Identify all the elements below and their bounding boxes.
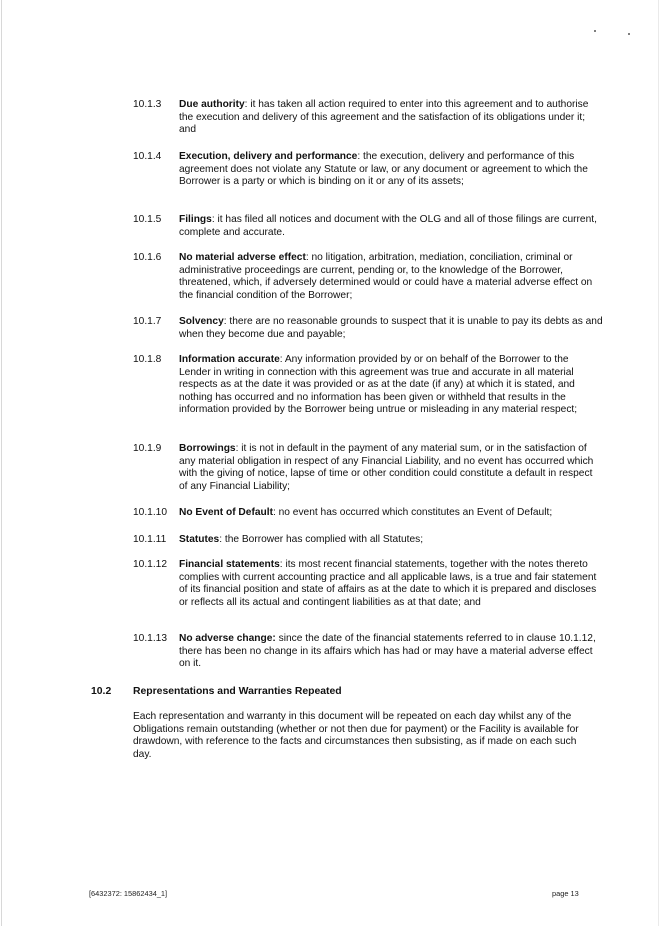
clause-number: 10.1.8: [133, 354, 162, 365]
section-number: 10.2: [91, 686, 112, 697]
clause-title: No adverse change:: [179, 633, 276, 644]
clause-title: Information accurate: [179, 354, 280, 365]
clause-number: 10.1.5: [133, 214, 162, 225]
clause-number: 10.1.4: [133, 151, 162, 162]
clause-text: : no event has occurred which constitutes an Event of Default;: [272, 507, 553, 518]
clause-title: No Event of Default: [179, 507, 273, 518]
clause-text: : it has filed all notices and document with the OLG and all of those filings are current, complete and accurate.: [179, 214, 597, 238]
document-reference: [6432372: 15862434_1]: [89, 889, 168, 898]
clause-number: 10.1.9: [133, 443, 162, 454]
scan-speck: [628, 33, 630, 35]
clause-title: Financial statements: [179, 559, 280, 570]
clause-title: Due authority: [179, 99, 245, 110]
clause-number: 10.1.13: [133, 633, 167, 644]
scan-edge-left: [1, 0, 2, 926]
clause-10-1-9: [133, 443, 603, 493]
clause-text: : its most recent financial statements, together with the notes thereto complies with current accounting practice and all applicable laws, is a true and fair statement of its financial position and state of affairs as at the date to which it is prepared and discloses or reflects all its actual and contingent liabilities as at that date; and: [179, 559, 597, 608]
section-paragraph: Each representation and warranty in this document will be repeated on each day whilst any of the Obligations remain outstanding (whether or not then due for payment) or the Facility is available for drawdown, with reference to the facts and circumstances then subsisting, as if made on each such day.: [133, 711, 579, 760]
clause-10-1-4: [133, 151, 603, 189]
page-number: page 13: [552, 889, 579, 898]
clause-title: Execution, delivery and performance: [179, 151, 358, 162]
section-heading-10-2: [91, 685, 611, 698]
clause-text: : the execution, delivery and performance of this agreement does not violate any Statute or law, or any document or agreement to which the Borrower is a party or which is binding on it or any of its assets;: [179, 151, 588, 188]
clause-number: 10.1.3: [133, 99, 162, 110]
clause-text: : there are no reasonable grounds to suspect that it is unable to pay its debts as and when they become due and payable;: [179, 316, 603, 340]
clause-number: 10.1.10: [133, 507, 167, 518]
clause-title: Solvency: [179, 316, 224, 327]
clause-10-1-7: [133, 316, 603, 341]
clause-title: Statutes: [179, 534, 220, 545]
clause-text: since the date of the financial statements referred to in clause 10.1.12, there has been no change in its affairs which has had or may have a material adverse effect on it.: [179, 633, 596, 670]
clause-10-1-10: [133, 507, 603, 520]
clause-10-1-3: [133, 99, 603, 137]
clause-number: 10.1.12: [133, 559, 167, 570]
clause-title: Filings: [179, 214, 212, 225]
section-title: Representations and Warranties Repeated: [133, 686, 342, 697]
clause-10-1-5: [133, 214, 603, 239]
clause-text: : it is not in default in the payment of any material sum, or in the satisfaction of any material obligation in respect of any Financial Liability, and no event has occurred which with the giving of notice, lapse of time or other condition could constitute a default in respect of any Financial Liability;: [179, 443, 594, 492]
scan-edge-right: [658, 0, 659, 926]
clause-text: : it has taken all action required to enter into this agreement and to authorise the execution and delivery of this agreement and the satisfaction of its obligations under it; and: [179, 99, 589, 136]
clause-number: 10.1.7: [133, 316, 162, 327]
clause-text: : no litigation, arbitration, mediation, conciliation, criminal or administrative proceedings are current, pending or, to the knowledge of the Borrower, threatened, which, if adversely determined would or could have a material adverse effect on the financial condition of the Borrower;: [179, 252, 593, 301]
clause-title: Borrowings: [179, 443, 236, 454]
clause-number: 10.1.6: [133, 252, 162, 263]
clause-10-1-13: [133, 633, 603, 671]
clause-10-1-6: [133, 252, 603, 302]
clause-10-1-8: [133, 354, 603, 417]
clause-10-1-11: [133, 534, 603, 547]
clause-text: : the Borrower has complied with all Statutes;: [219, 534, 424, 545]
clause-10-1-12: [133, 559, 603, 609]
scan-speck: [594, 30, 596, 32]
clause-text: : Any information provided by or on behalf of the Borrower to the Lender in writing in connection with this agreement was true and accurate in all material respects as at the date it was provided or as at the date (if any) at which it is stated, and nothing has occurred and no information has been given or withheld that results in the information provided by the Borrower being untrue or misleading in any material respect;: [179, 354, 578, 416]
clause-number: 10.1.11: [133, 534, 167, 545]
clause-title: No material adverse effect: [179, 252, 306, 263]
